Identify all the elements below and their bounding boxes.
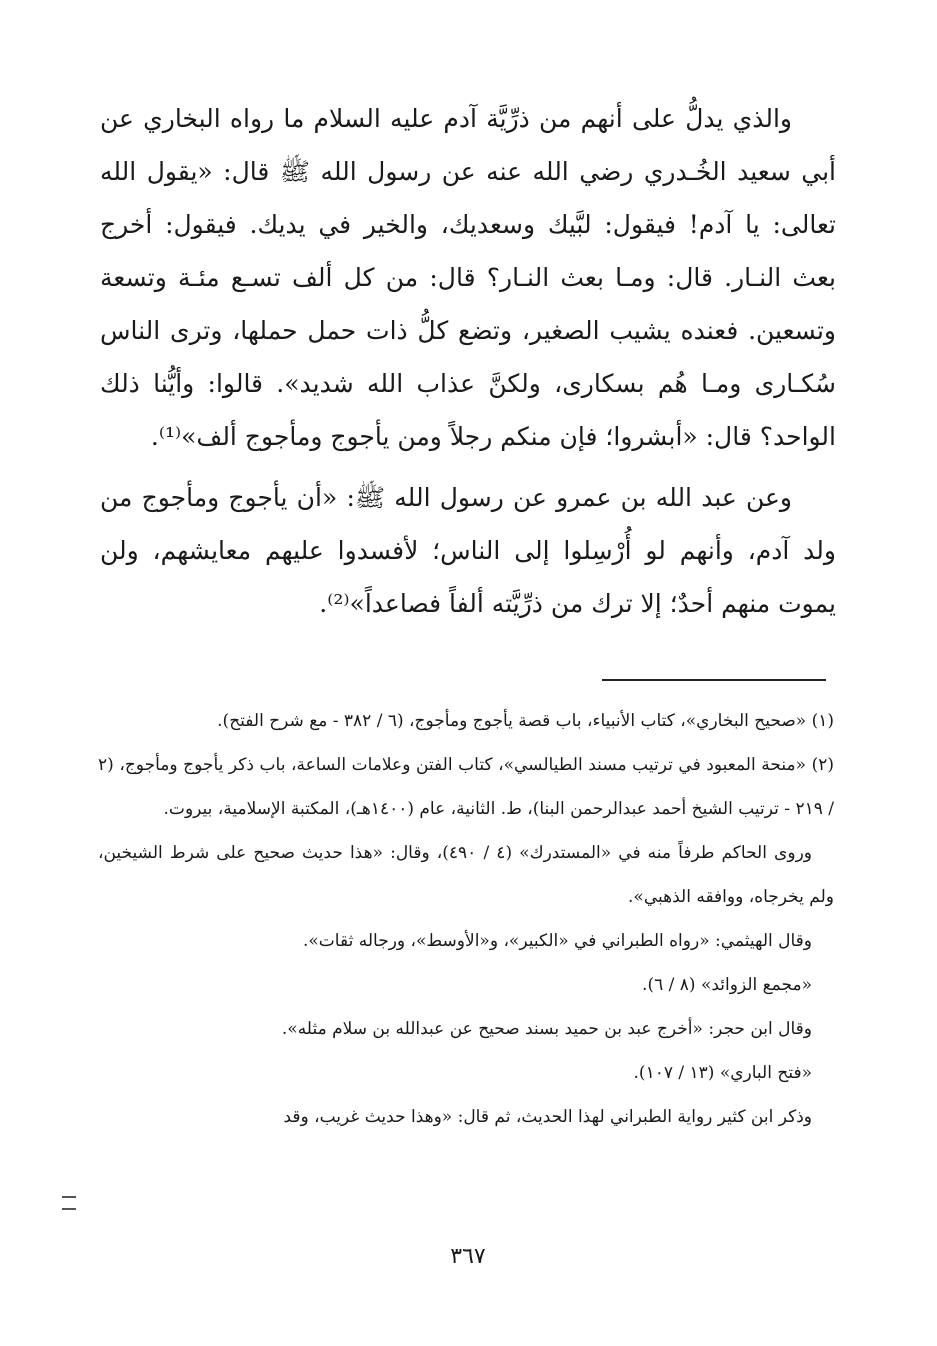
page-number: ٣٦٧ [450,1244,486,1269]
main-paragraph: والذي يدلُّ على أنهم من ذرِّيَّة آدم عليه السلام ما رواه البخاري عن أبي سعيد الخُـدري رضي الله عنه عن رسول الله ﷺ قال: «يقول الله تعالى: يا آدم! فيقول: لبَّيك وسعديك، والخير في يديك. فيقول: أخرج بعث النـار. قال: ومـا بعث النـار؟ قال: من كل ألف تسـع مئـة وتسعة وتسعين. فعنده يشيب الصغير، وتضع كلُّ ذات حمل حملها، وترى الناس سُكـارى ومـا هُم بسكارى، ولكنَّ عذاب الله شديد». قالوا: وأيُّنا ذلك الواحد؟ قال: «أبشروا؛ فإن منكم رجلاً ومن يأجوج ومأجوج ألف»⁽¹⁾. [100,104,836,451]
footnote-continuation: وقال الهيثمي: «رواه الطبراني في «الكبير»، و«الأوسط»، ورجاله ثقات». [303,931,812,951]
footnote-continuation: وقال ابن حجر: «أخرج عبد بن حميد بسند صحيح عن عبدالله بن سلام مثله». [281,1019,812,1039]
footnotes-block [98,699,834,1139]
footnote-continuation: وروى الحاكم طرفاً منه في «المستدرك» (٤ / ٤٩٠)، وقال: «هذا حديث صحيح على شرط الشيخين، ولم يخرجاه، ووافقه الذهبي». [98,843,834,907]
main-text-block [100,92,836,630]
main-paragraph: وعن عبد الله بن عمرو عن رسول الله ﷺ: «أن يأجوج ومأجوج من ولد آدم، وأنهم لو أُرْسِلوا إلى الناس؛ لأفسدوا عليهم معايشهم، ولن يموت منهم أحدٌ؛ إلا ترك من ذرِّيَّته ألفاً فصاعداً»⁽²⁾. [100,483,836,618]
footnote-separator [602,679,826,681]
continuation-mark-icon [62,1196,76,1210]
footnote-2: (٢) «منحة المعبود في ترتيب مسند الطيالسي»، كتاب الفتن وعلامات الساعة، باب ذكر يأجوج ومأجوج، (٢ / ٢١٩ - ترتيب الشيخ أحمد عبدالرحمن البنا)، ط. الثانية، عام (١٤٠٠هـ)، المكتبة الإسلامية، بيروت. [98,755,834,819]
footnote-1: (١) «صحيح البخاري»، كتاب الأنبياء، باب قصة يأجوج ومأجوج، (٦ / ٣٨٢ - مع شرح الفتح). [217,711,834,731]
footnote-continuation: «فتح الباري» (١٣ / ١٠٧). [633,1063,812,1083]
footnote-continuation: «مجمع الزوائد» (٨ / ٦). [642,975,812,995]
footnote-continuation: وذكر ابن كثير رواية الطبراني لهذا الحديث، ثم قال: «وهذا حديث غريب، وقد [283,1107,812,1127]
